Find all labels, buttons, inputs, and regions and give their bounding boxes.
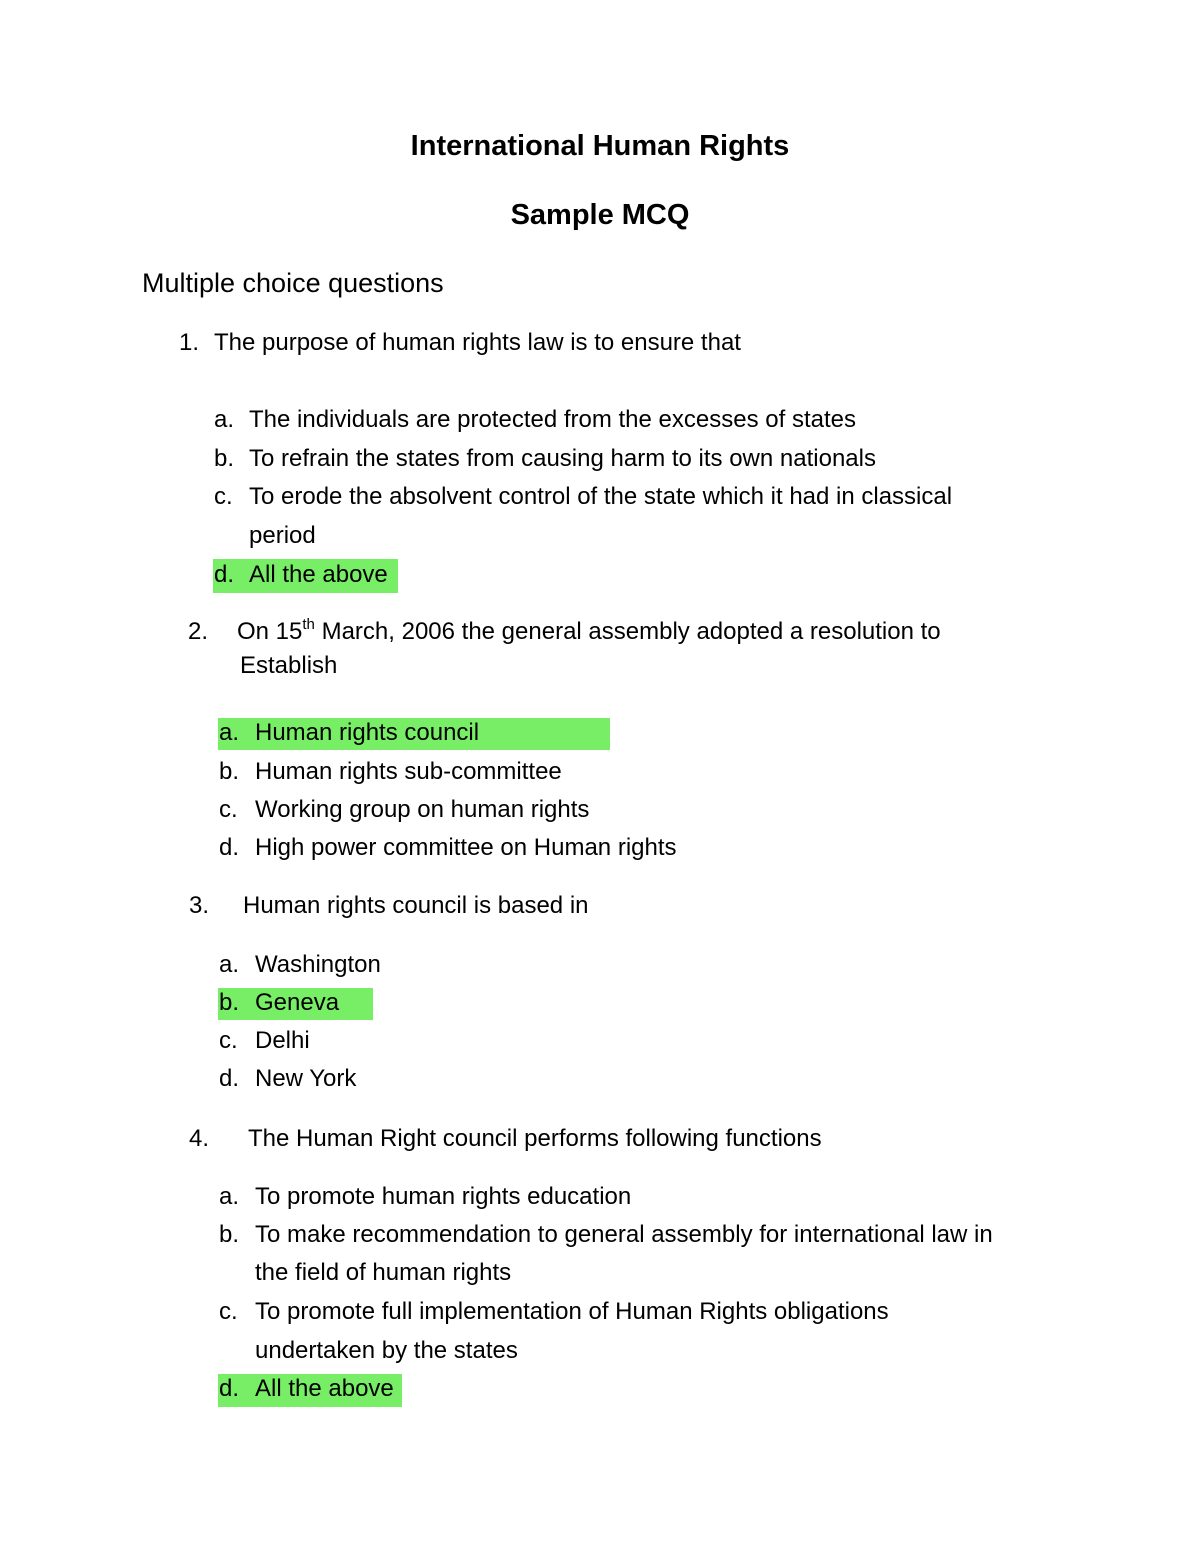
question-text: The purpose of human rights law is to ensure that	[214, 329, 741, 356]
question-text	[237, 616, 941, 648]
question-text: The Human Right council performs following functions	[248, 1125, 822, 1152]
option-text: To refrain the states from causing harm to its own nationals	[249, 445, 876, 472]
option-text: To make recommendation to general assembly for international law in	[255, 1221, 993, 1248]
option-1a	[0, 404, 1200, 436]
question-text-part: March, 2006 the general assembly adopted a resolution to	[314, 618, 941, 645]
option-text: Washington	[255, 951, 381, 978]
question-text-continued: Establish	[240, 652, 338, 679]
document-title: International Human Rights	[410, 130, 790, 162]
option-letter: d.	[219, 1375, 240, 1402]
option-letter: b.	[214, 445, 235, 472]
question-text: Human rights council is based in	[243, 892, 589, 919]
option-2d	[0, 832, 1200, 864]
option-text: To erode the absolvent control of the state which it had in classical	[249, 483, 953, 510]
option-letter: d.	[219, 834, 240, 861]
option-letter: b.	[219, 758, 240, 785]
option-4a	[0, 1181, 1200, 1213]
option-text: All the above	[255, 1375, 394, 1402]
option-3c	[0, 1025, 1200, 1057]
question-4	[0, 1123, 1200, 1155]
question-number: 4.	[189, 1125, 210, 1152]
option-text: New York	[255, 1065, 357, 1092]
option-4c-continued	[0, 1335, 1200, 1367]
option-3d	[0, 1063, 1200, 1095]
option-letter: a.	[219, 951, 240, 978]
option-text: Human rights sub-committee	[255, 758, 562, 785]
option-2b	[0, 756, 1200, 788]
option-letter: a.	[214, 406, 235, 433]
option-letter: c.	[219, 1298, 238, 1325]
option-text: Delhi	[255, 1027, 310, 1054]
option-text-continued: the field of human rights	[255, 1259, 512, 1286]
option-letter: d.	[219, 1065, 240, 1092]
option-text: Geneva	[255, 989, 340, 1016]
option-text: High power committee on Human rights	[255, 834, 677, 861]
option-1d	[0, 559, 1200, 591]
option-letter: a.	[219, 719, 240, 746]
option-letter: b.	[219, 989, 240, 1016]
option-text: To promote human rights education	[255, 1183, 632, 1210]
option-1b	[0, 443, 1200, 475]
question-1	[0, 327, 1200, 359]
option-letter: c.	[219, 796, 238, 823]
option-2c	[0, 794, 1200, 826]
option-letter: c.	[219, 1027, 238, 1054]
option-3a	[0, 949, 1200, 981]
option-text: All the above	[249, 561, 388, 588]
question-3	[0, 890, 1200, 922]
option-2a	[0, 717, 1200, 749]
option-4d	[0, 1373, 1200, 1405]
option-text: Human rights council	[255, 719, 480, 746]
section-heading: Multiple choice questions	[142, 268, 444, 298]
option-text: The individuals are protected from the excesses of states	[249, 406, 856, 433]
option-4c	[0, 1296, 1200, 1328]
question-text-part: On 15	[237, 618, 303, 645]
option-text-continued: undertaken by the states	[255, 1337, 518, 1364]
option-letter: b.	[219, 1221, 240, 1248]
question-number: 1.	[179, 329, 200, 356]
option-text-continued: period	[249, 522, 316, 549]
option-4b-continued	[0, 1257, 1200, 1289]
question-number: 3.	[189, 892, 210, 919]
question-2-continued	[0, 650, 1200, 682]
option-text: Working group on human rights	[255, 796, 590, 823]
option-3b	[0, 987, 1200, 1019]
option-1c-continued	[0, 520, 1200, 552]
option-text: To promote full implementation of Human Rights obligations	[255, 1298, 889, 1325]
question-number: 2.	[188, 618, 209, 645]
option-letter: a.	[219, 1183, 240, 1210]
option-1c	[0, 481, 1200, 513]
document-subtitle: Sample MCQ	[510, 199, 690, 231]
option-letter: d.	[214, 561, 235, 588]
question-text-superscript: th	[302, 616, 315, 633]
option-4b	[0, 1219, 1200, 1251]
option-letter: c.	[214, 483, 233, 510]
question-2	[0, 616, 1200, 648]
